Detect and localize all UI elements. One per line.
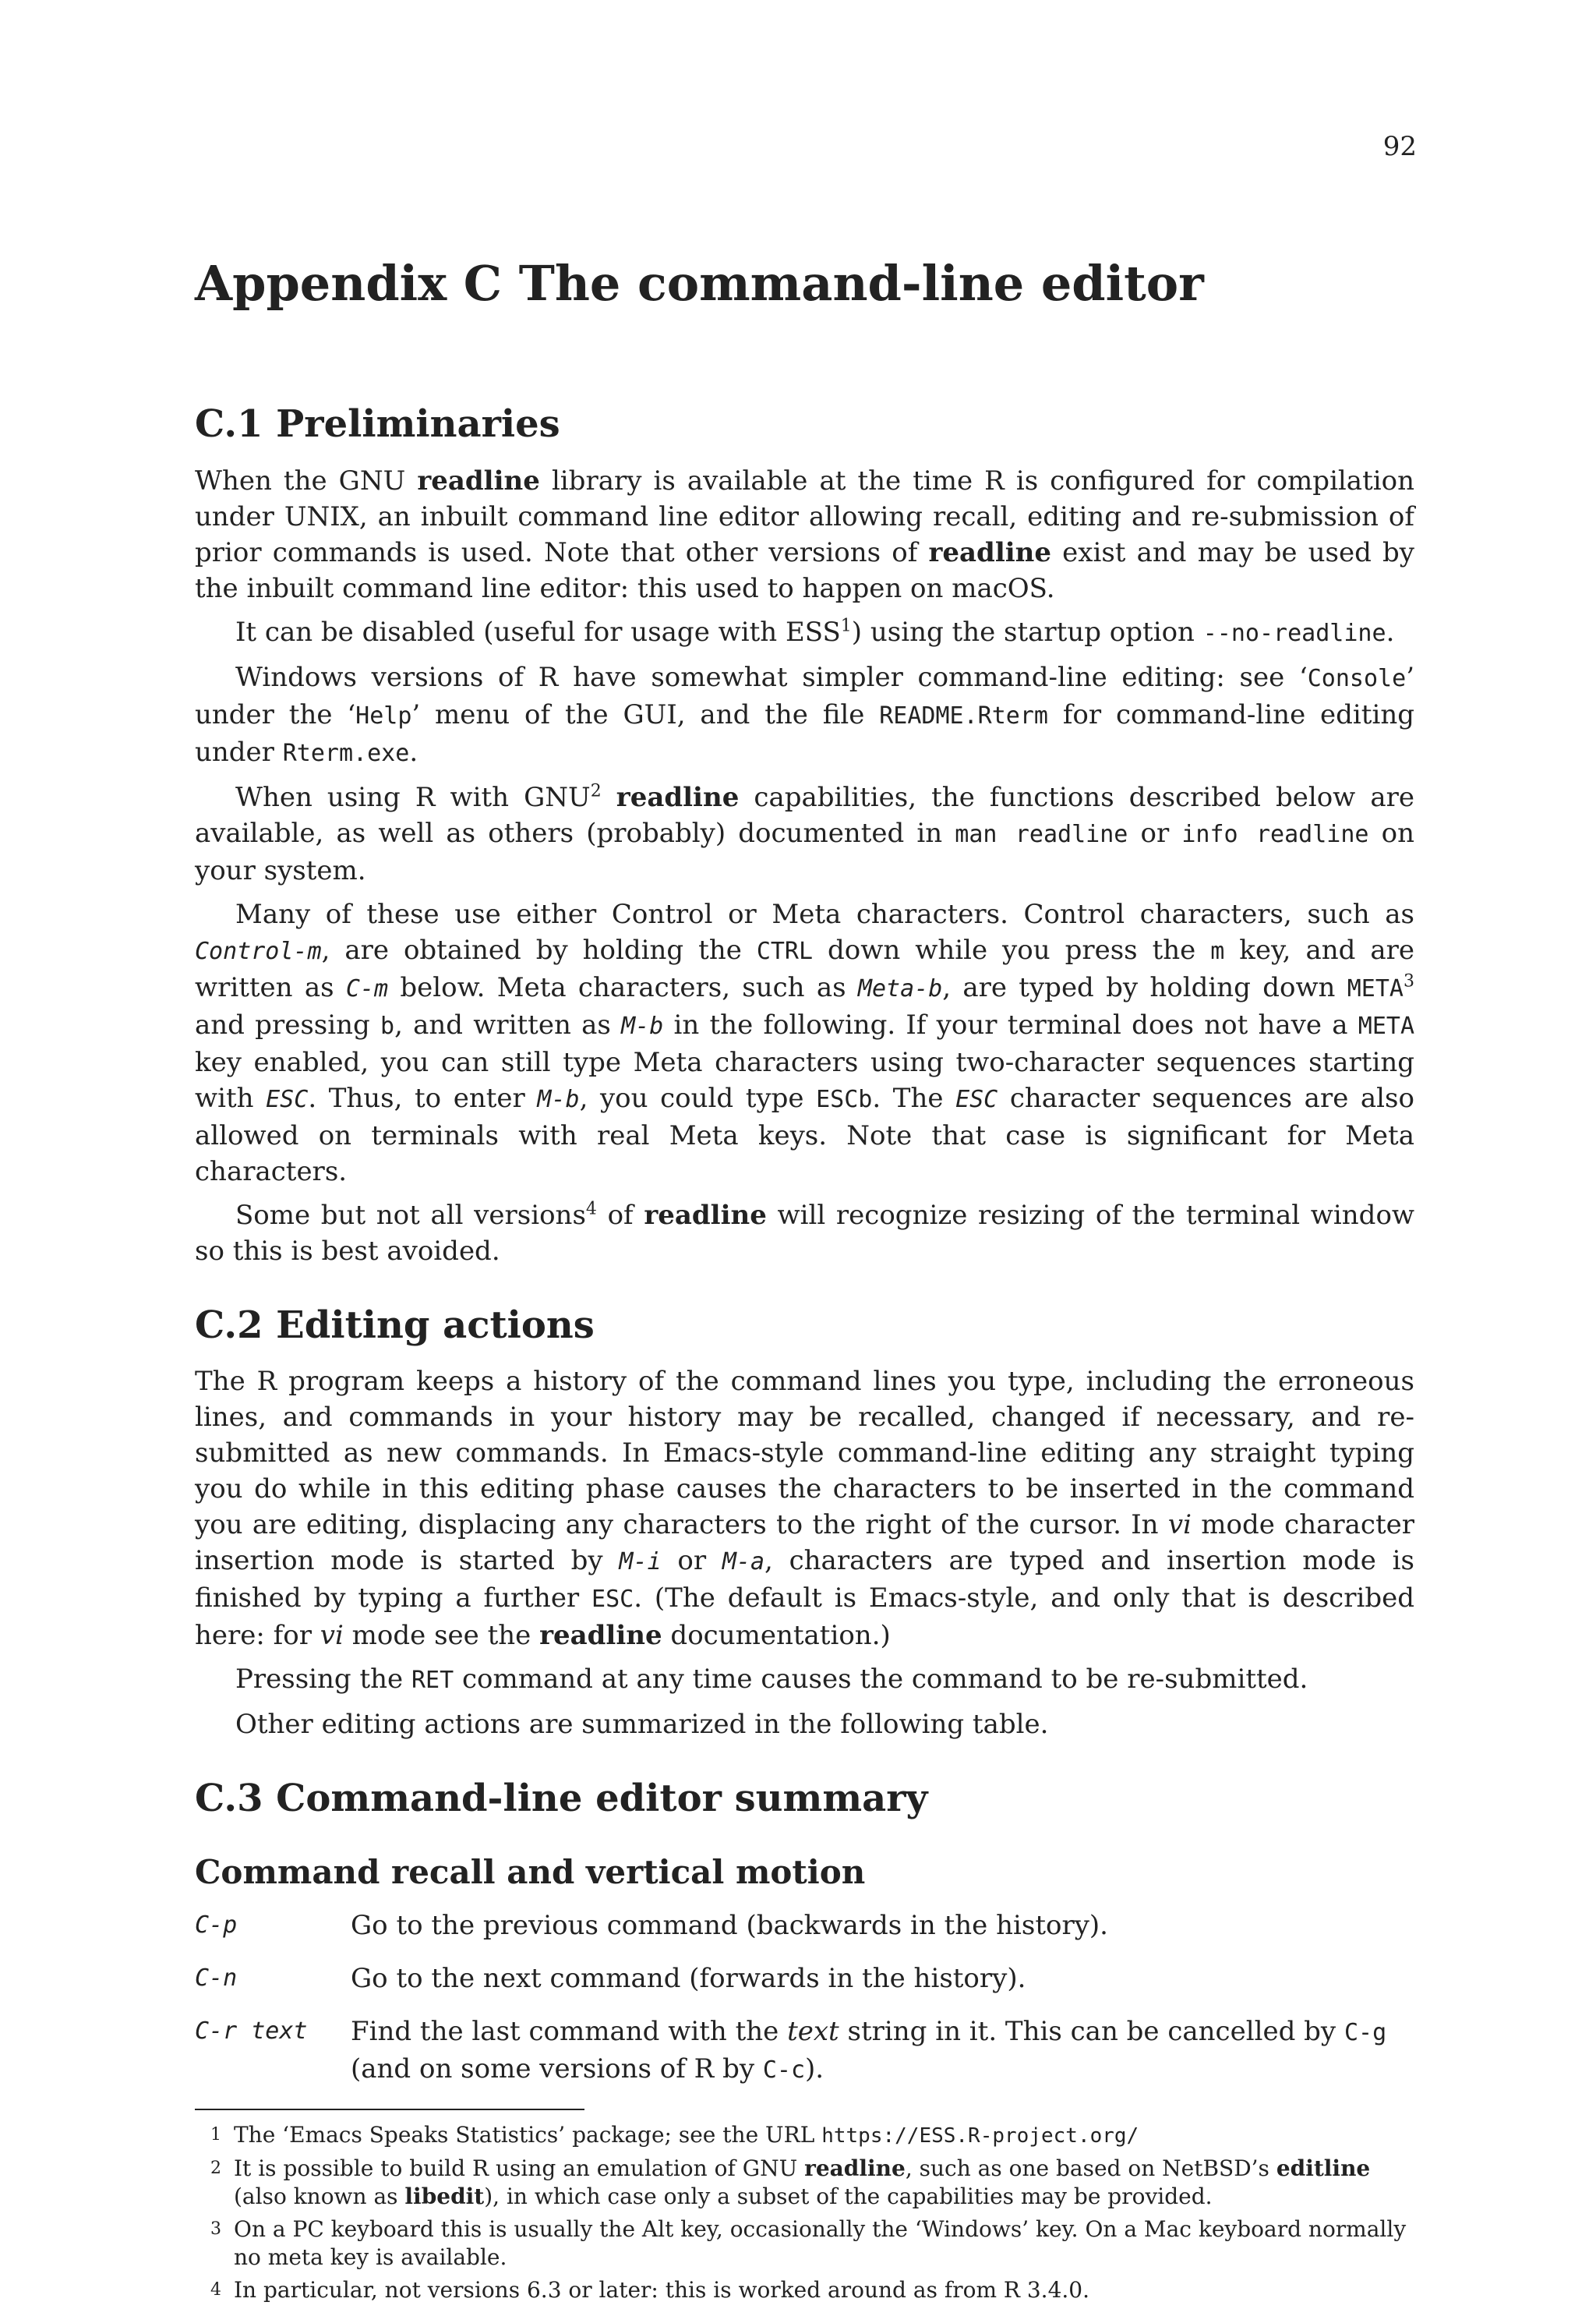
page-content bbox=[195, 257, 1414, 2309]
table-desc: Go to the next command (forwards in the history). bbox=[351, 1963, 1026, 1995]
paragraph-c1-4: When using R with GNU$^2$ readline capabilities, the functions described below are available, as well as others (probably) documented in man readline or info readline on your system. bbox=[195, 781, 1414, 886]
table-desc: Find the last command with the text string in it. This can be cancelled by C-g (and on some versions of R by C-c). bbox=[351, 2016, 1387, 2085]
section-title-c3: C.3 Command-line editor summary bbox=[195, 1777, 928, 1821]
table-key: C-n bbox=[195, 1964, 238, 1993]
table-row bbox=[195, 1961, 1414, 1996]
footnotes bbox=[195, 2121, 1414, 2304]
paragraph-c1-6: Some but not all versions$^4$ of readline will recognize resizing of the terminal window so this is best avoided. bbox=[195, 1199, 1415, 1267]
footnote-divider bbox=[195, 2109, 584, 2110]
paragraph-c1-2: It can be disabled (useful for usage with ESS$^1$) using the startup option --no-readline. bbox=[235, 616, 1395, 648]
paragraph-c2-2: Pressing the RET command at any time causes the command to be re-submitted. bbox=[235, 1664, 1308, 1696]
paragraph-c2-1: The R program keeps a history of the command lines you type, including the erroneous lines, and commands in your history may be recalled, changed if necessary, and re-submitted as new commands. In Emacs-style command-line editing any straight typing you do while in this editing phase causes the characters to be inserted in the command you are editing, displacing any characters to the right of the cursor. In vi mode character insertion mode is started by M-i or M-a, characters are typed and insertion mode is finished by typing a further ESC. (The default is Emacs-style, and only that is described here: for vi mode see the readline documentation.) bbox=[195, 1366, 1414, 1652]
page-number: 92 bbox=[1382, 131, 1417, 162]
section-title-c2: C.2 Editing actions bbox=[195, 1303, 595, 1347]
subsection-title: Command recall and vertical motion bbox=[195, 1852, 866, 1891]
table-row bbox=[195, 1908, 1414, 1943]
footnote-1: 1 The ‘Emacs Speaks Statistics’ package; see the URL https://ESS.R-project.org/ bbox=[210, 2122, 1139, 2148]
footnote-ref-2[interactable]: 2 bbox=[590, 781, 602, 801]
footnote-4: 4 In particular, not versions 6.3 or later: this is worked around as from R 3.4.0. bbox=[210, 2277, 1090, 2304]
table-key: C-r text bbox=[195, 2017, 308, 2046]
paragraph-c2-3: Other editing actions are summarized in the following table. bbox=[235, 1709, 1049, 1741]
footnote-ref-3[interactable]: 3 bbox=[1404, 971, 1414, 992]
section-title-c1: C.1 Preliminaries bbox=[195, 402, 560, 447]
footnote-ref-4[interactable]: 4 bbox=[585, 1199, 597, 1219]
chapter-title: Appendix C The command-line editor bbox=[195, 255, 1204, 312]
paragraph-c1-1: When the GNU readline library is available at the time R is configured for compilation under UNIX, an inbuilt command line editor allowing recall, editing and re-submission of prior commands is used. Note that other versions of readline exist and may be used by the inbuilt command line editor: this used to happen on macOS. bbox=[195, 465, 1414, 604]
footnote-ref-1[interactable]: 1 bbox=[840, 616, 852, 636]
ess-url-link[interactable]: https://ESS.R-project.org/ bbox=[821, 2124, 1139, 2148]
table-key: C-p bbox=[195, 1911, 238, 1939]
table-desc: Go to the previous command (backwards in the history). bbox=[351, 1910, 1108, 1942]
table-row bbox=[195, 2014, 1414, 2088]
paragraph-c1-3: Windows versions of R have somewhat simpler command-line editing: see ‘Console’ under the ‘Help’ menu of the GUI, and the file README.Rterm for command-line editing under Rterm.exe. bbox=[195, 661, 1415, 768]
paragraph-c1-5: Many of these use either Control or Meta characters. Control characters, such as Control-m, are obtained by holding the CTRL down while you press the m key, and are written as C-m below. Meta characters, such as Meta-b, are typed by holding down META$^3$ and pressing b, and written as M-b in the following. If your terminal does not have a META key enabled, you can still type Meta characters using two-character sequences starting with ESC. Thus, to enter M-b, you could type ESCb. The ESC character sequences are also allowed on terminals with real Meta keys. Note that case is significant for Meta characters. bbox=[195, 898, 1415, 1187]
footnote-2: 2 It is possible to build R using an emulation of GNU readline, such as one based on NetBSD’s editline (also known as libedit), in which case only a subset of the capabilities may be provided. bbox=[210, 2155, 1371, 2210]
footnote-3: 3 On a PC keyboard this is usually the Alt key, occasionally the ‘Windows’ key. On a Mac keyboard normally no meta key is available. bbox=[210, 2216, 1407, 2271]
